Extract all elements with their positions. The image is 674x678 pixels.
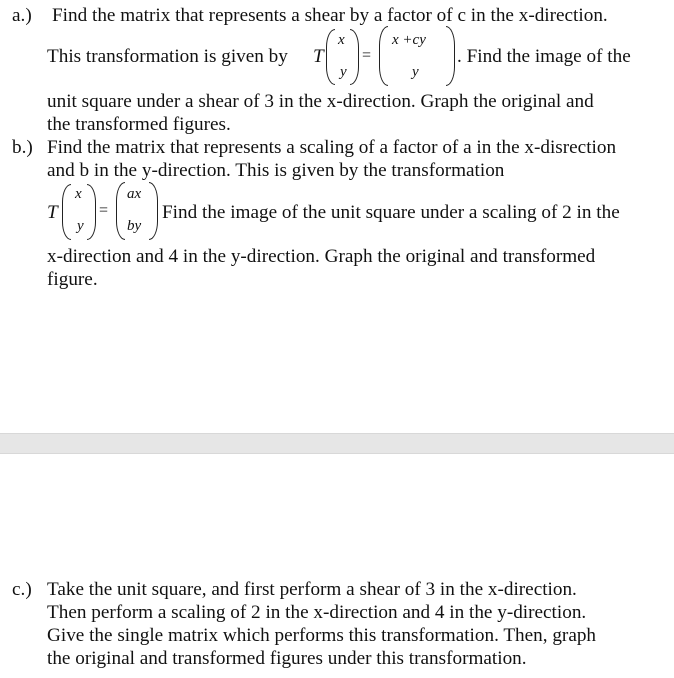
part-b-label: b.) — [12, 137, 33, 158]
part-a-line-4: the transformed figures. — [47, 114, 231, 135]
part-c-line-3: Give the single matrix which performs this transformation. Then, graph — [47, 625, 597, 646]
part-c-line-2: Then perform a scaling of 2 in the x-direction and 4 in the y-direction. — [47, 602, 587, 623]
section-divider — [0, 433, 674, 454]
part-b-in-top: x — [75, 186, 82, 202]
part-c-label: c.) — [12, 579, 32, 600]
part-b-in-bot: y — [77, 218, 84, 234]
part-b-line-1: Find the matrix that represents a scaling of a factor of a in the x-disrection — [47, 137, 617, 158]
part-a-line-2-pre: This transformation is given by — [47, 46, 288, 67]
part-b-out-bot: by — [127, 218, 142, 234]
part-b-equals: = — [99, 202, 109, 219]
part-a-in-top: x — [338, 32, 345, 48]
part-a-line-1: Find the matrix that represents a shear by a factor of c in the x-direction. — [52, 5, 608, 26]
part-b-line-2: and b in the y-direction. This is given by the transformation — [47, 160, 505, 181]
part-b-line-4: x-direction and 4 in the y-direction. Graph the original and transformed — [47, 246, 596, 267]
part-a-line-2-post: . Find the image of the — [457, 46, 631, 67]
part-c-line-1: Take the unit square, and first perform a shear of 3 in the x-direction. — [47, 579, 577, 600]
part-b-out-top: ax — [127, 186, 142, 202]
part-a-line-3: unit square under a shear of 3 in the x-direction. Graph the original and — [47, 91, 594, 112]
part-b-line-3-post: Find the image of the unit square under a scaling of 2 in the — [162, 202, 620, 223]
part-a-out-top: x +cy — [392, 32, 426, 48]
part-a-in-bot: y — [340, 64, 347, 80]
part-b-T: T — [47, 202, 58, 223]
part-a-T: T — [313, 46, 324, 67]
part-b-line-5: figure. — [47, 269, 98, 290]
part-c-line-4: the original and transformed figures under this transformation. — [47, 648, 527, 669]
part-a-equals: = — [362, 47, 372, 64]
part-a-label: a.) — [12, 5, 32, 26]
part-a-out-bot: y — [412, 64, 419, 80]
